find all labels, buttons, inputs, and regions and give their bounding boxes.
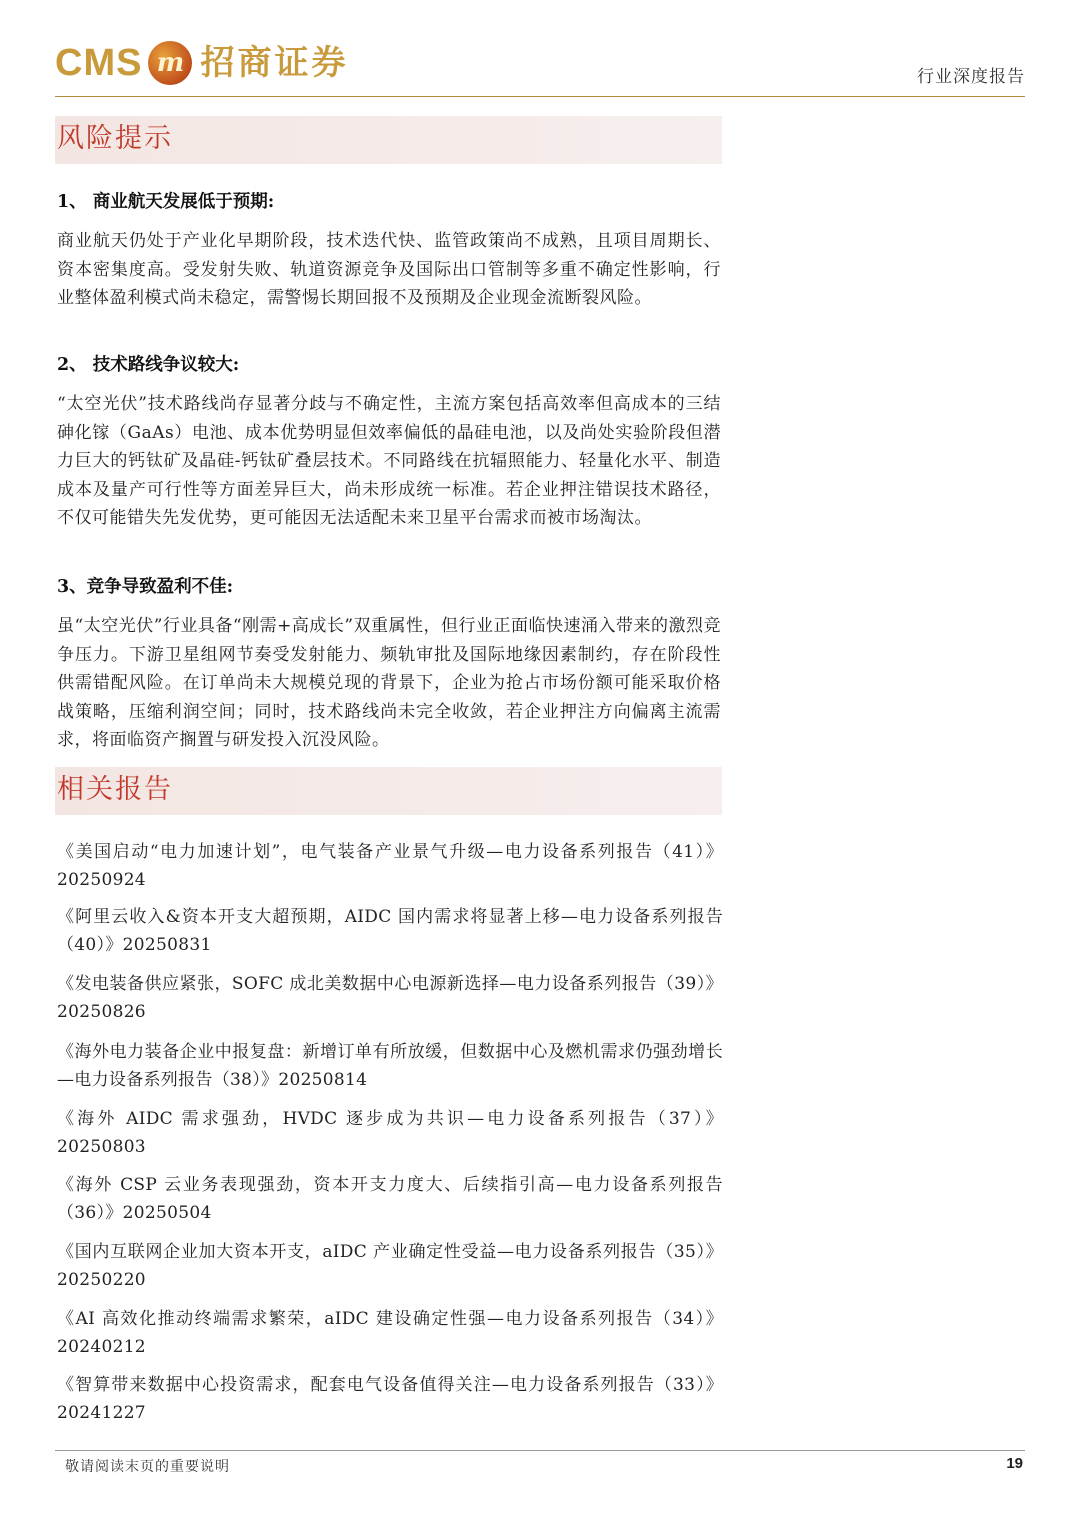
- risk-item-title: 2、 技术路线争议较大:: [57, 355, 240, 375]
- footer-divider: [55, 1450, 1025, 1451]
- page-header: [55, 38, 1025, 98]
- logo-cms-text: CMS: [55, 42, 143, 84]
- related-report-item[interactable]: 《海外 AIDC 需求强劲，HVDC 逐步成为共识—电力设备系列报告（37）》 20250803: [57, 1109, 723, 1157]
- related-report-item[interactable]: 《海外电力装备企业中报复盘：新增订单有所放缓，但数据中心及燃机需求仍强劲增长—电力设备系列报告（38）》20250814: [57, 1042, 723, 1090]
- risk-section-heading: [55, 116, 722, 164]
- risk-heading-text: 风险提示: [57, 123, 173, 154]
- risk-item-title: 1、 商业航天发展低于预期:: [57, 192, 275, 212]
- risk-item-body: 虽“太空光伏”行业具备“刚需+高成长”双重属性，但行业正面临快速涌入带来的激烈竞争压力。下游卫星组网节奏受发射能力、频轨审批及国际地缘因素制约，存在阶段性供需错配风险。在订单尚未大规模兑现的背景下，企业为抢占市场份额可能采取价格战策略，压缩利润空间；同时，技术路线尚未完全收敛，若企业押注方向偏离主流需求，将面临资产搁置与研发投入沉没风险。: [57, 616, 722, 750]
- footer-note: 敬请阅读末页的重要说明: [65, 1459, 230, 1475]
- logo-emblem-icon: m: [148, 41, 192, 85]
- page-number: 19: [1006, 1455, 1023, 1472]
- related-heading-text: 相关报告: [57, 774, 173, 805]
- related-report-item[interactable]: 《美国启动“电力加速计划”，电气装备产业景气升级—电力设备系列报告（41）》 20250924: [57, 842, 723, 890]
- related-report-item[interactable]: 《海外 CSP 云业务表现强劲，资本开支力度大、后续指引高—电力设备系列报告（36）》20250504: [57, 1175, 723, 1223]
- related-report-item[interactable]: 《AI 高效化推动终端需求繁荣，aIDC 建设确定性强—电力设备系列报告（34）》 20240212: [57, 1309, 723, 1357]
- logo-cn-text: 招商证券: [200, 43, 349, 83]
- related-report-item[interactable]: 《智算带来数据中心投资需求，配套电气设备值得关注—电力设备系列报告（33）》 20241227: [57, 1375, 723, 1423]
- related-section-heading: [55, 767, 722, 815]
- risk-item-body: 商业航天仍处于产业化早期阶段，技术迭代快、监管政策尚不成熟，且项目周期长、资本密集度高。受发射失败、轨道资源竞争及国际出口管制等多重不确定性影响，行业整体盈利模式尚未稳定，需警惕长期回报不及预期及企业现金流断裂风险。: [57, 231, 721, 308]
- related-report-item[interactable]: 《发电装备供应紧张，SOFC 成北美数据中心电源新选择—电力设备系列报告（39）》20250826: [57, 974, 723, 1022]
- related-report-item[interactable]: 《阿里云收入&资本开支大超预期，AIDC 国内需求将显著上移—电力设备系列报告（40）》20250831: [57, 907, 723, 955]
- risk-item-body: “太空光伏”技术路线尚存显著分歧与不确定性，主流方案包括高效率但高成本的三结砷化镓（GaAs）电池、成本优势明显但效率偏低的晶硅电池，以及尚处实验阶段但潜力巨大的钙钛矿及晶硅-钙钛矿叠层技术。不同路线在抗辐照能力、轻量化水平、制造成本及量产可行性等方面差异巨大，尚未形成统一标准。若企业押注错误技术路径，不仅可能错失先发优势，更可能因无法适配未来卫星平台需求而被市场淘汰。: [57, 394, 721, 528]
- risk-item-title: 3、竞争导致盈利不佳:: [57, 577, 234, 597]
- company-logo: [55, 38, 348, 88]
- report-type-label: 行业深度报告: [917, 67, 1025, 87]
- related-report-item[interactable]: 《国内互联网企业加大资本开支，aIDC 产业确定性受益—电力设备系列报告（35）》20250220: [57, 1242, 723, 1290]
- header-divider: [55, 96, 1025, 97]
